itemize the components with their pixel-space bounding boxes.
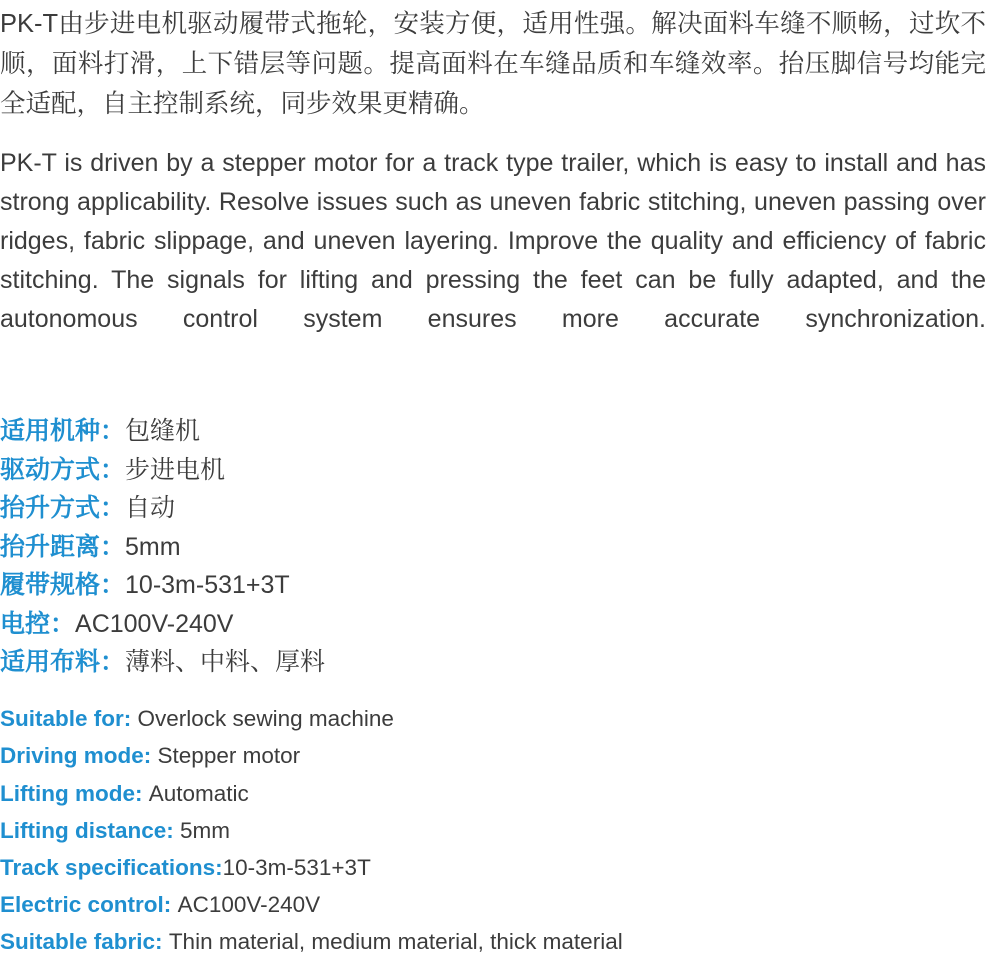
spec-row <box>0 737 986 775</box>
spec-value: 自动 <box>125 494 176 522</box>
spec-label: 履带规格： <box>0 571 126 599</box>
spec-label: Lifting distance: <box>0 818 174 843</box>
spec-label: 适用机种： <box>0 417 126 445</box>
spec-row <box>0 923 986 961</box>
spec-label: Lifting mode: <box>0 780 143 806</box>
spec-value: Stepper motor <box>157 743 301 768</box>
spec-label: 电控： <box>0 609 76 638</box>
spec-value: AC100V-240V <box>75 609 234 638</box>
spec-value: 步进电机 <box>125 455 226 484</box>
spec-row <box>0 566 986 605</box>
intro-paragraph-chinese: PK-T由步进电机驱动履带式拖轮，安装方便，适用性强。解决面料车缝不顺畅，过坎不顺，面料打滑，上下错层等问题。提高面料在车缝品质和车缝效率。抬压脚信号均能完全适配，自主控制系统，同步效果更精确。 <box>0 10 986 118</box>
spec-label: Suitable for: <box>0 705 132 731</box>
spec-label: Driving mode: <box>0 743 152 768</box>
spec-row <box>0 412 986 451</box>
spec-row <box>0 886 986 924</box>
spec-row <box>0 850 986 886</box>
spec-value: 包缝机 <box>125 417 201 445</box>
spec-row <box>0 812 986 850</box>
spec-value: Thin material, medium material, thick material <box>168 929 623 954</box>
spec-list-english <box>0 700 986 961</box>
spec-row <box>0 528 986 567</box>
spec-value: AC100V-240V <box>177 891 321 917</box>
spec-value: 10-3m-531+3T <box>222 854 371 880</box>
spec-value: 薄料、中料、厚料 <box>125 648 326 676</box>
spec-value: Automatic <box>148 780 249 806</box>
spec-label: Electric control: <box>0 891 172 917</box>
spec-label: 抬升方式： <box>0 494 126 522</box>
spec-row <box>0 489 986 528</box>
spec-label: 抬升距离： <box>0 532 126 561</box>
spec-value: Overlock sewing machine <box>137 705 394 731</box>
spec-row <box>0 643 986 682</box>
spec-value: 10-3m-531+3T <box>125 571 290 599</box>
spec-row <box>0 605 986 644</box>
spec-value: 5mm <box>180 818 231 843</box>
spec-label: Track specifications: <box>0 854 223 880</box>
spec-value: 5mm <box>125 532 181 561</box>
spec-label: 驱动方式： <box>0 455 126 484</box>
intro-paragraph-english: PK-T is driven by a stepper motor for a track type trailer, which is easy to install and has strong applicability. Resolve issues such as uneven fabric stitching, uneven passing over ridges, fabric slippage, and uneven layering. Improve the quality and efficiency of fabric stitching. The signals for lifting and pressing the feet can be fully adapted, and the autonomous control system ensures more accurate synchronization. <box>0 149 986 333</box>
spec-row <box>0 700 986 738</box>
spec-list-chinese <box>0 412 986 682</box>
spec-label: 适用布料： <box>0 648 126 676</box>
spec-row <box>0 775 986 813</box>
spec-row <box>0 451 986 490</box>
spec-label: Suitable fabric: <box>0 929 163 954</box>
